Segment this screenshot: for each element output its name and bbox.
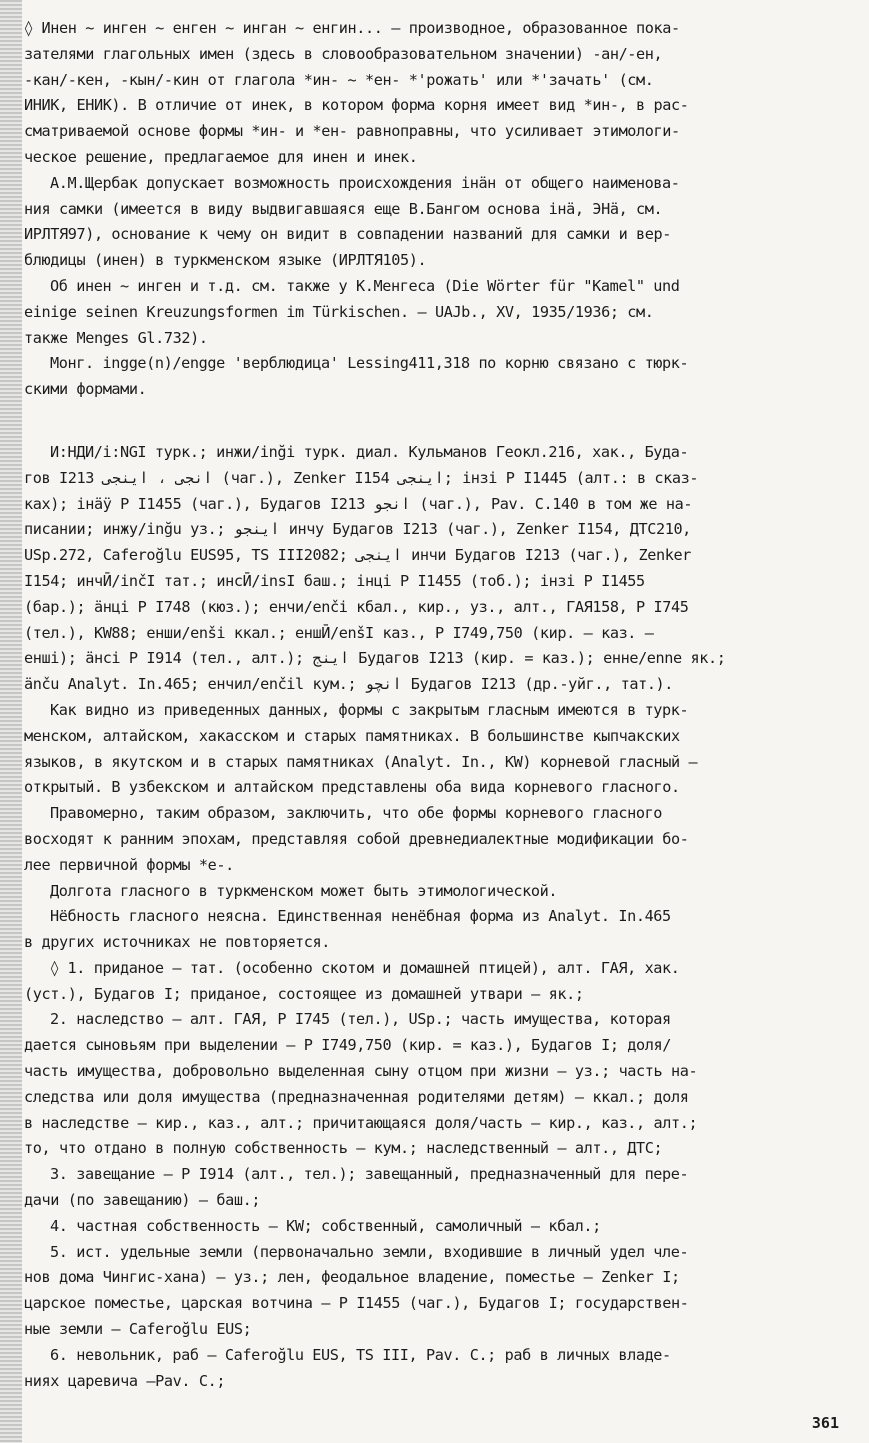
text-line: скими формами.	[24, 380, 147, 399]
text-line: И:НДИ/i:NGI турк.; инжи/inği турк. диал. Кульманов Геокл.216, хак., Буда-	[50, 442, 689, 461]
section-gap	[24, 403, 842, 440]
text-line: Нёбность гласного неясна. Единственная ненёбная форма из Analyt. In.465	[50, 907, 671, 926]
paragraph	[24, 1240, 842, 1343]
text-line: Монг. ingge(n)/engge 'верблюдица' Lessing411,318 по корню связано с тюрк-	[50, 354, 689, 373]
text-line: енші); äнсi P I914 (тел., алт.); اينج Будагов I213 (кир. = каз.); енне/enne як.;	[24, 649, 726, 668]
text-line: в наследстве – кир., каз., алт.; причитающаяся доля/часть – кир., каз., алт.;	[24, 1113, 698, 1132]
text-line: ния самки (имеется в виду выдвигавшаяся еще В.Бангом основа iнä, ЭНä, см.	[24, 199, 663, 218]
text-line: USp.272, Caferoğlu EUS95, TS III2082; اينجى инчи Будагов I213 (чаг.), Zenker	[24, 546, 691, 565]
text-line: 4. частная собственность – KW; собственный, самоличный – кбал.;	[50, 1216, 601, 1235]
text-line: блюдицы (инен) в туркменском языке (ИРЛТЯ105).	[24, 251, 427, 270]
text-line: I154; инчӢ/inčI тат.; инсӢ/insI баш.; iнцi P I1455 (тоб.); iнзi P I1455	[24, 571, 645, 590]
text-line: А.М.Щербак допускает возможность происхождения iнäн от общего наименова-	[50, 173, 680, 192]
paragraph	[24, 879, 842, 905]
paragraph	[24, 440, 842, 698]
text-line: также Menges Gl.732).	[24, 328, 208, 347]
text-line: änču Analyt. In.465; енчил/enčil кум.; انچو Будагов I213 (др.-уйг., тат.).	[24, 675, 674, 694]
page-binding-edge	[0, 0, 22, 1443]
text-line: нов дома Чингис-хана) – уз.; лен, феодальное владение, поместье – Zenker I;	[24, 1268, 680, 1287]
text-line: einige seinen Kreuzungsformen im Türkischen. – UAJb., XV, 1935/1936; см.	[24, 302, 654, 321]
paragraph	[24, 698, 842, 801]
text-line: менском, алтайском, хакасском и старых памятниках. В большинстве кыпчакских	[24, 726, 680, 745]
text-line: (бар.); äнцi P I748 (кюз.); енчи/enči кбал., кир., уз., алт., ГАЯ158, P I745	[24, 597, 689, 616]
text-line: дается сыновьям при выделении – P I749,750 (кир. = каз.), Будагов I; доля/	[24, 1036, 672, 1055]
text-line: ИНИК, ЕНИК). В отличие от инек, в котором форма корня имеет вид *ин-, в рас-	[24, 96, 689, 115]
text-line: зателями глагольных имен (здесь в словообразовательном значении) -ан/-ен,	[24, 44, 663, 63]
text-line: часть имущества, добровольно выделенная сыну отцом при жизни – уз.; часть на-	[24, 1062, 698, 1081]
paragraph	[24, 1007, 842, 1162]
text-line: ИРЛТЯ97), основание к чему он видит в совпадении названий для самки и вер-	[24, 225, 672, 244]
text-line: 2. наследство – алт. ГАЯ, P I745 (тел.), USp.; часть имущества, которая	[50, 1010, 671, 1029]
text-line: следства или доля имущества (предназначенная родителями детям) – ккал.; доля	[24, 1087, 689, 1106]
text-line: языков, в якутском и в старых памятниках (Analyt. In., KW) корневой гласный –	[24, 752, 698, 771]
text-line: сматриваемой основе формы *ин- и *ен- равноправны, что усиливает этимологи-	[24, 122, 680, 141]
text-line: ◊ Инен ~ инген ~ енген ~ инган ~ енгин... – производное, образованное пока-	[24, 19, 680, 37]
text-line: Долгота гласного в туркменском может быть этимологической.	[50, 881, 558, 900]
text-line: царское поместье, царская вотчина – P I1455 (чаг.), Будагов I; государствен-	[24, 1294, 689, 1313]
text-line: 5. ист. удельные земли (первоначально земли, входившие в личный удел чле-	[50, 1242, 689, 1261]
text-line: гов I213 انجى ، اينجى (чаг.), Zenker I154 اينجى; iнзi P I1445 (алт.: в сказ-	[24, 468, 699, 487]
page-number: 361	[811, 1414, 839, 1432]
text-line: восходят к ранним эпохам, представляя собой древнедиалектные модификации бо-	[24, 829, 689, 848]
text-line: писании; инжу/inğu уз.; اينجو инчу Будагов I213 (чаг.), Zenker I154, ДТС210,	[24, 520, 691, 539]
text-line: (уст.), Будагов I; приданое, состоящее из домашней утвари – як.;	[24, 984, 584, 1003]
paragraph	[24, 956, 842, 1008]
document-page	[24, 16, 842, 1394]
text-line: (тел.), KW88; енши/enši ккал.; еншӢ/enšI каз., P I749,750 (кир. – каз. –	[24, 623, 654, 642]
paragraph	[24, 274, 842, 351]
paragraph	[24, 171, 842, 274]
text-line: 6. невольник, раб – Caferoğlu EUS, TS III, Pav. C.; раб в личных владе-	[50, 1345, 671, 1364]
paragraph	[24, 16, 842, 171]
text-line: Правомерно, таким образом, заключить, что обе формы корневого гласного	[50, 804, 663, 823]
paragraph	[24, 904, 842, 956]
text-line: то, что отдано в полную собственность – кум.; наследственный – алт., ДТС;	[24, 1139, 663, 1158]
text-line: ческое решение, предлагаемое для инен и инек.	[24, 147, 418, 166]
text-line: 3. завещание – P I914 (алт., тел.); завещанный, предназначенный для пере-	[50, 1165, 689, 1184]
text-line: открытый. В узбекском и алтайском представлены оба вида корневого гласного.	[24, 778, 680, 797]
text-line: Как видно из приведенных данных, формы с закрытым гласным имеются в турк-	[50, 700, 689, 719]
text-line: в других источниках не повторяется.	[24, 933, 331, 952]
text-line: ниях царевича –Pav. C.;	[24, 1371, 226, 1390]
paragraph	[24, 801, 842, 878]
paragraph	[24, 1343, 842, 1395]
paragraph	[24, 1214, 842, 1240]
text-line: лее первичной формы *е-.	[24, 855, 234, 874]
text-line: ках); iнäÿ P I1455 (чаг.), Будагов I213 انجو (чаг.), Pav. C.140 в том же на-	[24, 494, 693, 513]
text-line: Об инен ~ инген и т.д. см. также у К.Менгеса (Die Wörter für "Kamel" und	[50, 276, 680, 295]
paragraph	[24, 1162, 842, 1214]
text-line: ные земли – Caferoğlu EUS;	[24, 1320, 252, 1339]
text-line: ◊ 1. приданое – тат. (особенно скотом и домашней птицей), алт. ГАЯ, хак.	[50, 958, 680, 977]
text-line: дачи (по завещанию) – баш.;	[24, 1191, 261, 1210]
text-line: -кан/-кен, -кын/-кин от глагола *ин- ~ *ен- *'рожать' или *'зачать' (см.	[24, 70, 654, 89]
paragraph	[24, 351, 842, 403]
